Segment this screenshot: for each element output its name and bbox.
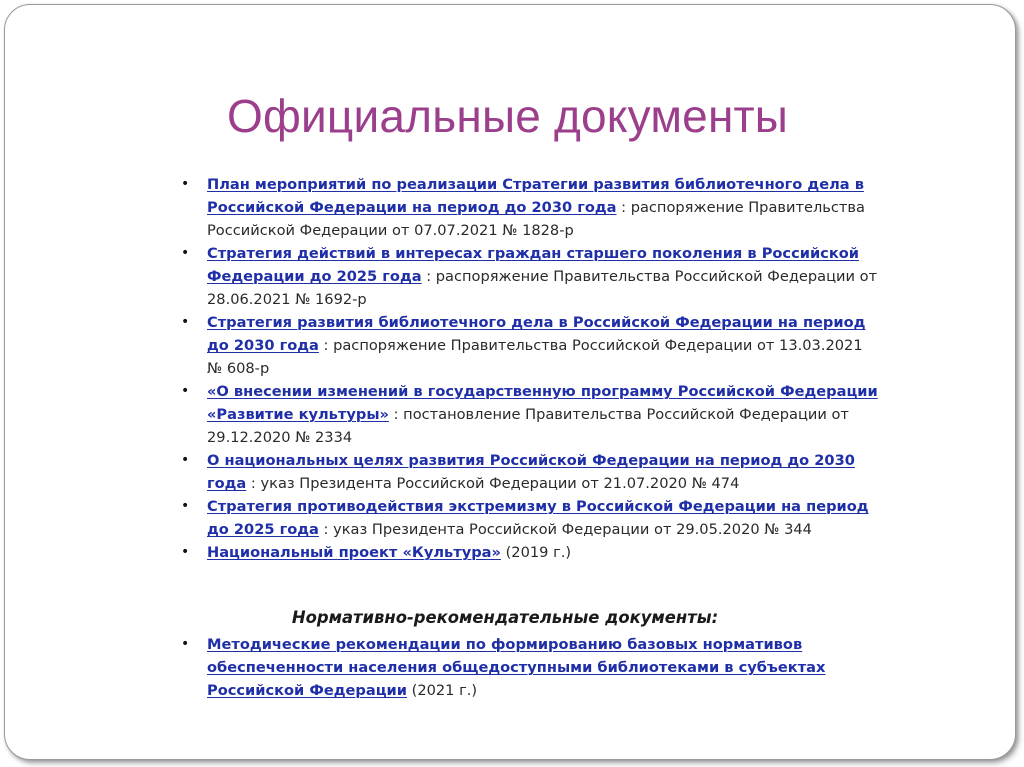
bullet-icon: • <box>181 498 190 514</box>
document-link[interactable]: Национальный проект «Культура» <box>207 544 501 561</box>
bullet-icon: • <box>181 176 190 192</box>
official-documents-list <box>181 173 879 564</box>
list-item <box>181 242 879 311</box>
bullet-icon: • <box>181 544 190 560</box>
document-link[interactable]: Стратегия развития библиотечного дела в Российской Федерации на период до 2030 года <box>207 314 866 354</box>
list-item <box>181 311 879 380</box>
document-note: : указ Президента Российской Федерации от 29.05.2020 № 344 <box>318 521 812 538</box>
document-note: (2019 г.) <box>500 544 572 561</box>
document-link[interactable]: План мероприятий по реализации Стратегии развития библиотечного дела в Российской Федерации на период до 2030 года <box>207 176 864 216</box>
document-note: : указ Президента Российской Федерации от 21.07.2020 № 474 <box>246 475 740 492</box>
document-link[interactable]: Стратегия действий в интересах граждан старшего поколения в Российской Федерации до 2025 года <box>207 245 859 285</box>
section-heading: Нормативно-рекомендательные документы: <box>291 608 719 627</box>
bullet-icon: • <box>181 245 190 261</box>
document-link[interactable]: Методические рекомендации по формированию базовых нормативов обеспеченности населения общедоступными библиотеками в субъектах Российской Федерации <box>207 636 826 699</box>
slide-title: Официальные документы <box>227 90 789 142</box>
document-note: : постановление Правительства Российской Федерации от 29.12.2020 № 2334 <box>207 406 849 446</box>
list-item <box>181 449 879 495</box>
bullet-icon: • <box>181 383 190 399</box>
list-item <box>181 495 879 541</box>
document-note: : распоряжение Правительства Российской Федерации от 13.03.2021 № 608-р <box>207 337 863 377</box>
recommendations-list <box>181 633 879 702</box>
document-note: : распоряжение Правительства Российской Федерации от 07.07.2021 № 1828-р <box>207 199 865 239</box>
list-item <box>181 541 879 564</box>
document-link[interactable]: Стратегия противодействия экстремизму в Российской Федерации на период до 2025 года <box>207 498 869 538</box>
slide-frame <box>4 4 1016 760</box>
list-item <box>181 173 879 242</box>
document-note: : распоряжение Правительства Российской Федерации от 28.06.2021 № 1692-р <box>207 268 878 308</box>
document-link[interactable]: «О внесении изменений в государственную программу Российской Федерации «Развитие культуры» <box>207 383 878 423</box>
bullet-icon: • <box>181 452 190 468</box>
bullet-icon: • <box>181 314 190 330</box>
bullet-icon: • <box>181 636 190 652</box>
document-link[interactable]: О национальных целях развития Российской Федерации на период до 2030 года <box>207 452 855 492</box>
list-item <box>181 380 879 449</box>
document-note: (2021 г.) <box>406 682 478 699</box>
list-item <box>181 633 879 702</box>
